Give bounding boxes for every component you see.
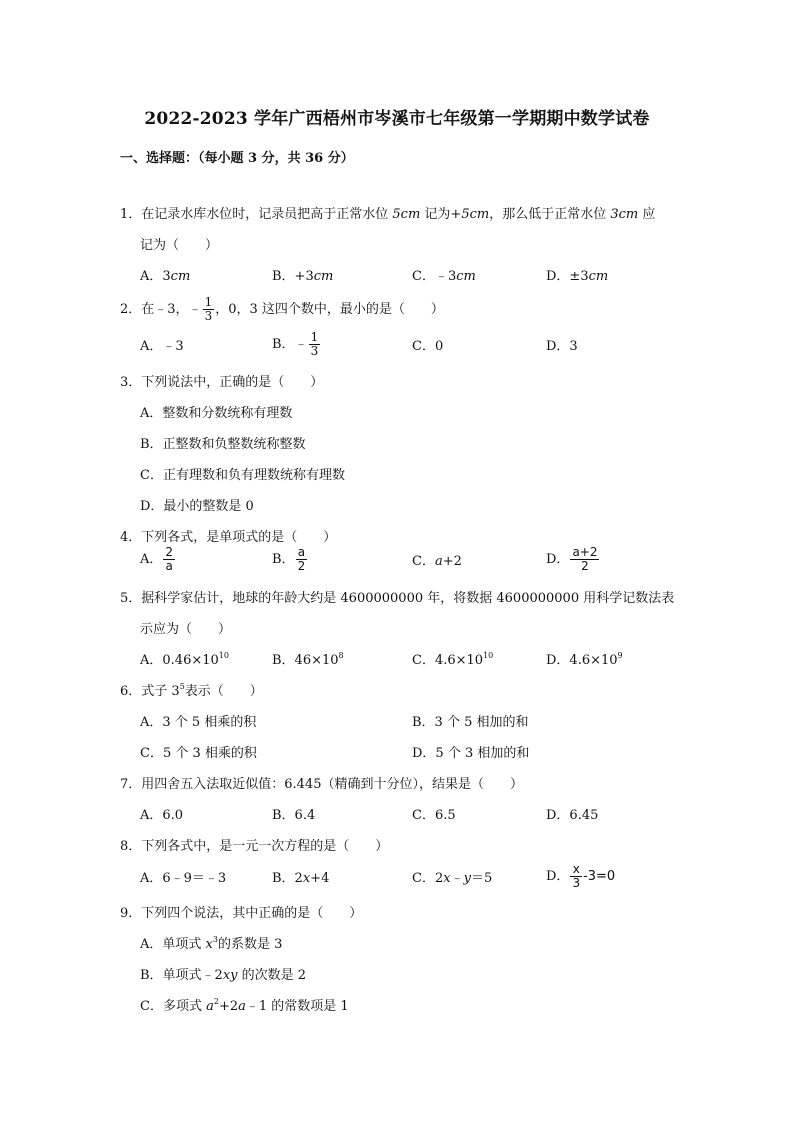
q1-text: ，那么低于正常水位 (489, 207, 611, 222)
question-1-stem-cont: 记为（ ） (140, 238, 219, 253)
q4-option-b: B． $\frac{a}{2}$ (272, 545, 306, 573)
q8-option-c: C．2x﹣y＝5 (412, 871, 493, 886)
q2-option-b: B．﹣ $\frac{1}{3}$ (272, 330, 319, 358)
question-9-stem: 9．下列四个说法，其中正确的是（ ） (120, 906, 363, 921)
question-6-stem: 6．式子 $3^5$表示（ ） (120, 682, 263, 699)
q2-option-a: A．﹣3 (140, 339, 184, 354)
q4-option-a: A． $\frac{2}{a}$ (140, 545, 174, 573)
q3-option-d: D．最小的整数是 0 (140, 499, 254, 514)
q8-option-b: B．2x+4 (272, 871, 330, 886)
q1-value: 5cm (392, 207, 421, 222)
q6-option-b: B．3 个 5 相加的和 (412, 715, 529, 730)
q6-option-c: C．5 个 3 相乘的积 (140, 746, 257, 761)
q9-option-b: B．单项式﹣2xy 的次数是 2 (140, 968, 307, 983)
fraction: $\frac{1}{3}$ (204, 295, 213, 323)
page-title: 2022-2023 学年广西梧州市岑溪市七年级第一学期期中数学试卷 (144, 109, 650, 129)
q4-option-c: C．a+2 (412, 554, 462, 569)
q7-option-d: D．6.45 (546, 808, 599, 823)
q1-value: 3cm (610, 207, 639, 222)
q9-option-a: A．单项式 $x^3$的系数是 3 (140, 935, 283, 952)
q1-option-a: A．3cm (140, 269, 191, 284)
question-5-stem: 5．据科学家估计，地球的年龄大约是 4600000000 年，将数据 4600000000 用科学记数法表 (120, 591, 675, 606)
q1-option-c: C．﹣3cm (412, 269, 476, 284)
q3-option-a: A．整数和分数统称有理数 (140, 406, 293, 421)
question-1-stem (120, 206, 655, 224)
q5-option-a: A．$0.46\times 10^{10}$ (140, 651, 229, 668)
q7-option-b: B．6.4 (272, 808, 316, 823)
q6-option-a: A．3 个 5 相乘的积 (140, 715, 257, 730)
q6-option-d: D．5 个 3 相加的和 (412, 746, 530, 761)
q1-text: 应 (638, 207, 656, 222)
section-heading: 一、选择题：（每小题 3 分，共 36 分） (120, 151, 354, 166)
q8-option-a: A．6﹣9＝﹣3 (140, 871, 227, 886)
question-5-stem-cont: 示应为（ ） (140, 622, 232, 637)
q1-option-b: B．+3cm (272, 269, 334, 284)
q5-option-b: B．$46\times 10^8$ (272, 651, 344, 668)
q9-option-c: C．多项式 $a^2+2a﹣1$ 的常数项是 1 (140, 997, 349, 1014)
q7-option-a: A．6.0 (140, 808, 184, 823)
q3-option-b: B．正整数和负整数统称整数 (140, 437, 306, 452)
q5-option-c: C．$4.6\times 10^{10}$ (412, 651, 494, 668)
q7-option-c: C．6.5 (412, 808, 456, 823)
q1-option-d: D．±3cm (546, 269, 609, 284)
question-7-stem: 7．用四舍五入法取近似值：6.445（精确到十分位），结果是（ ） (120, 777, 523, 792)
question-4-stem: 4．下列各式，是单项式的是（ ） (120, 530, 337, 545)
q3-option-c: C．正有理数和负有理数统称有理数 (140, 468, 345, 483)
q1-value: 5cm (461, 207, 490, 222)
q1-text: 记为+ (420, 207, 462, 222)
question-3-stem: 3．下列说法中，正确的是（ ） (120, 375, 324, 390)
q8-option-d: D． $\frac{x}{3}$ -3=0 (546, 862, 616, 890)
q2-option-d: D．3 (546, 339, 578, 354)
q2-option-c: C．0 (412, 339, 444, 354)
question-8-stem: 8．下列各式中，是一元一次方程的是（ ） (120, 839, 389, 854)
question-2-stem: 2．在﹣3，﹣ $\frac{1}{3}$ ，0，3 这四个数中，最小的是（ ） (120, 295, 444, 323)
q4-option-d: D． $\frac{a+2}{2}$ (546, 545, 598, 573)
q5-option-d: D．$4.6\times 10^9$ (546, 651, 623, 668)
q1-text: 1．在记录水库水位时，记录员把高于正常水位 (120, 207, 393, 222)
